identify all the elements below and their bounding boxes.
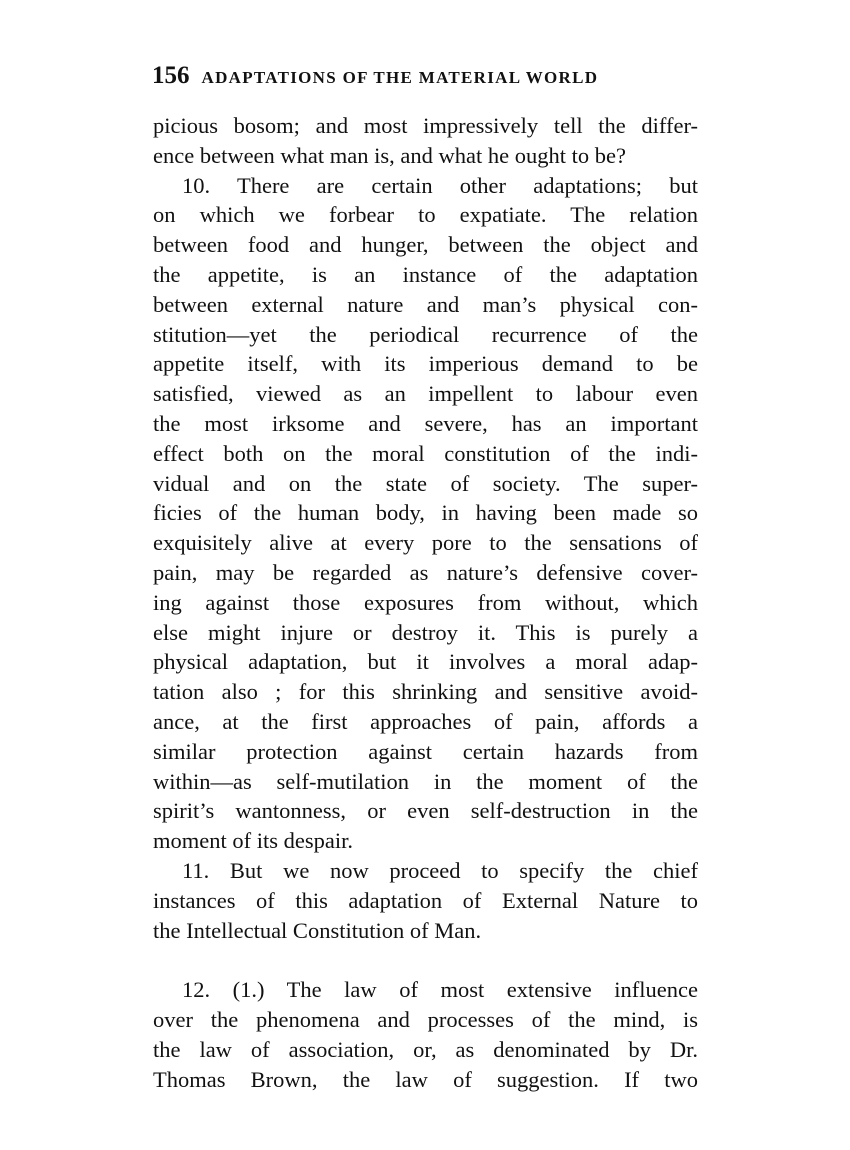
text-line: else might injure or destroy it. This is purely a: [153, 619, 698, 645]
text-line: ance, at the first approaches of pain, affords a: [153, 708, 698, 734]
paragraph-12-start: 12. (1.) The law of most extensive influence: [182, 977, 698, 1003]
text-line: Thomas Brown, the law of suggestion. If two: [153, 1066, 698, 1092]
text-line: between external nature and man’s physical con-: [153, 291, 698, 317]
text-line: exquisitely alive at every pore to the sensations of: [153, 530, 698, 556]
text-line: pain, may be regarded as nature’s defensive cover-: [153, 559, 698, 585]
text-line: on which we forbear to expatiate. The relation: [153, 202, 698, 228]
text-line: satisfied, viewed as an impellent to labour even: [153, 381, 698, 407]
text-line: ing against those exposures from without, which: [153, 589, 698, 615]
text-line: the most irksome and severe, has an important: [153, 410, 698, 436]
text-line: moment of its despair.: [153, 828, 353, 854]
text-line: appetite itself, with its imperious demand to be: [153, 351, 698, 377]
text-line: stitution—yet the periodical recurrence of the: [153, 321, 698, 347]
text-line: similar protection against certain hazards from: [153, 738, 698, 764]
paragraph-11-start: 11. But we now proceed to specify the chief: [182, 857, 698, 883]
section-gap: [153, 945, 698, 975]
text-line: the Intellectual Constitution of Man.: [153, 917, 482, 943]
text-line: physical adaptation, but it involves a moral adap-: [153, 649, 698, 675]
text-line: within—as self-mutilation in the moment of the: [153, 768, 698, 794]
text-line: picious bosom; and most impressively tell the differ-: [153, 113, 698, 138]
body-text: [153, 111, 698, 1095]
text-line: between food and hunger, between the object and: [153, 232, 698, 258]
text-line: over the phenomena and processes of the mind, is: [153, 1007, 698, 1033]
text-line: the appetite, is an instance of the adaptation: [153, 261, 698, 287]
page-header: [152, 62, 712, 92]
running-title: ADAPTATIONS OF THE MATERIAL WORLD: [201, 68, 599, 87]
text-line: ficies of the human body, in having been made so: [153, 500, 698, 526]
paragraph-10-start: 10. There are certain other adaptations; but: [182, 172, 698, 198]
text-line: ence between what man is, and what he ought to be?: [153, 142, 626, 168]
text-line: effect both on the moral constitution of the indi-: [153, 440, 698, 466]
text-line: spirit’s wantonness, or even self-destruction in the: [153, 798, 698, 824]
text-line: vidual and on the state of society. The super-: [153, 470, 698, 496]
text-line: the law of association, or, as denominated by Dr.: [153, 1036, 698, 1062]
text-line: instances of this adaptation of External Nature to: [153, 887, 698, 913]
text-line: tation also ; for this shrinking and sensitive avoid-: [153, 679, 698, 705]
page-number: 156: [152, 62, 190, 89]
